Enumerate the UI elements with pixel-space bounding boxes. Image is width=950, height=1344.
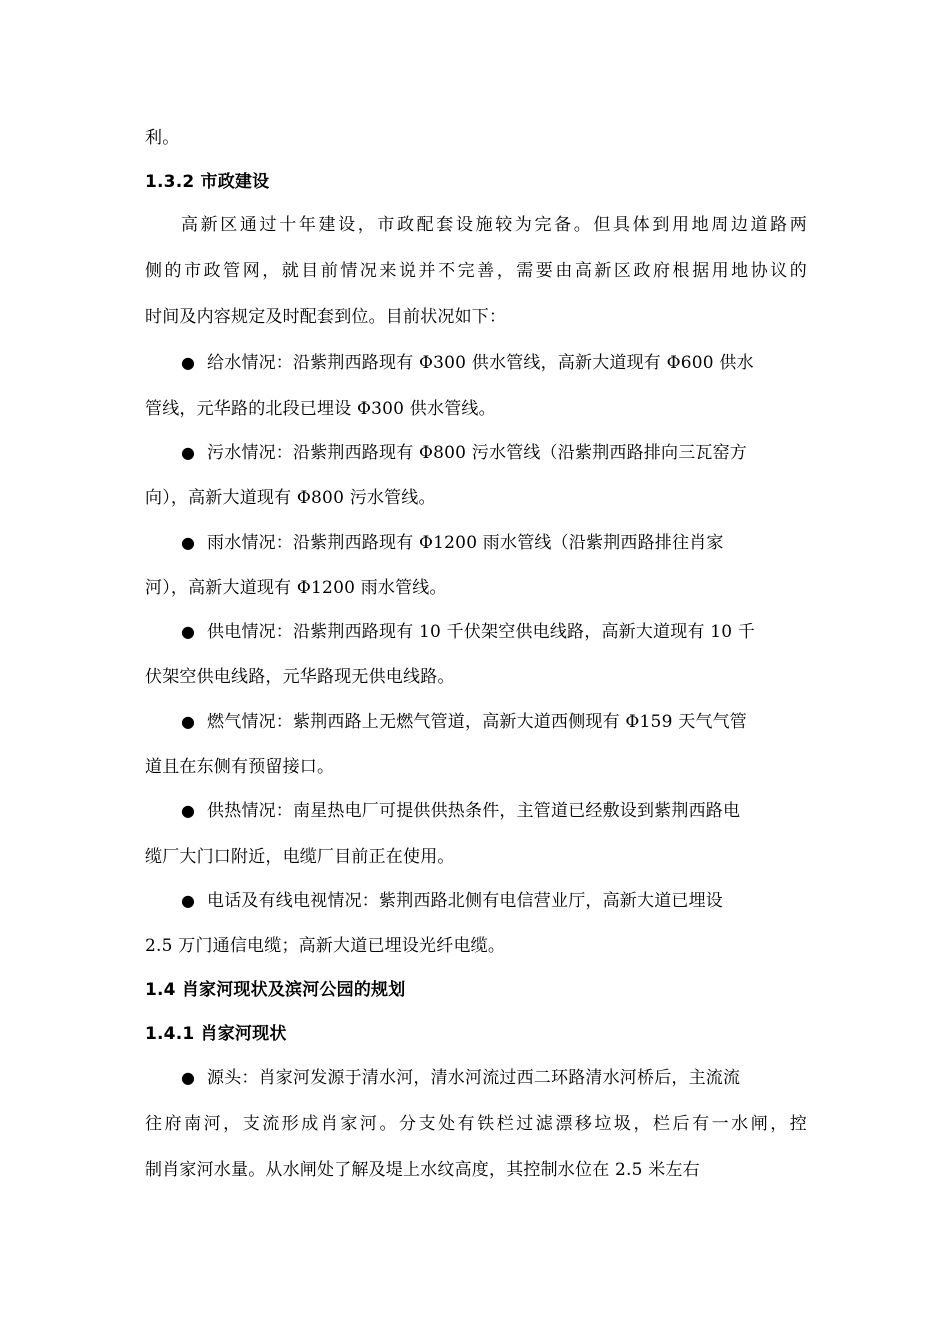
bullet-continuation: 往府南河，支流形成肖家河。分支处有铁栏过滤漂移垃圾，栏后有一水闸，控 bbox=[145, 1114, 807, 1134]
paragraph-line: 时间及内容规定及时配套到位。目前状况如下： bbox=[145, 307, 507, 327]
paragraph-line: 侧的市政管网，就目前情况来说并不完善，需要由高新区政府根据用地协议的 bbox=[145, 261, 807, 281]
bullet-icon: ● bbox=[181, 801, 196, 820]
bullet-item-water-supply bbox=[181, 351, 754, 375]
bullet-icon: ● bbox=[181, 712, 196, 731]
bullet-continuation: 向），高新大道现有 Φ800 污水管线。 bbox=[145, 488, 436, 508]
bullet-text: 雨水情况：沿紫荆西路现有 Φ1200 雨水管线（沿紫荆西路排往肖家 bbox=[207, 533, 724, 553]
bullet-icon: ● bbox=[181, 353, 196, 372]
bullet-item-telecom bbox=[181, 889, 723, 913]
bullet-text: 供电情况：沿紫荆西路现有 10 千伏架空供电线路，高新大道现有 10 千 bbox=[207, 622, 756, 642]
bullet-text: 源头：肖家河发源于清水河，清水河流过西二环路清水河桥后，主流流 bbox=[207, 1068, 741, 1088]
bullet-text: 电话及有线电视情况：紫荆西路北侧有电信营业厅，高新大道已埋设 bbox=[207, 891, 723, 911]
bullet-item-heating bbox=[181, 799, 740, 823]
bullet-text: 供热情况：南星热电厂可提供供热条件，主管道已经敷设到紫荆西路电 bbox=[207, 801, 741, 821]
bullet-continuation: 2.5 万门通信电缆；高新大道已埋设光纤电缆。 bbox=[145, 936, 506, 956]
bullet-continuation: 管线，元华路的北段已埋设 Φ300 供水管线。 bbox=[145, 399, 496, 419]
bullet-item-gas bbox=[181, 710, 747, 734]
bullet-continuation: 缆厂大门口附近，电缆厂目前正在使用。 bbox=[145, 847, 455, 867]
section-heading-1-4: 1.4 肖家河现状及滨河公园的规划 bbox=[145, 980, 406, 1000]
bullet-continuation: 河），高新大道现有 Φ1200 雨水管线。 bbox=[145, 578, 447, 598]
bullet-icon: ● bbox=[181, 443, 196, 462]
bullet-item-rainwater bbox=[181, 531, 724, 555]
paragraph-line: 高新区通过十年建设，市政配套设施较为完备。但具体到用地周边道路两 bbox=[181, 215, 807, 235]
bullet-icon: ● bbox=[181, 622, 196, 641]
bullet-item-power bbox=[181, 620, 755, 644]
bullet-item-source bbox=[181, 1066, 740, 1090]
bullet-text: 污水情况：沿紫荆西路现有 Φ800 污水管线（沿紫荆西路排向三瓦窑方 bbox=[207, 443, 747, 463]
section-heading-1-3-2: 1.3.2 市政建设 bbox=[145, 172, 270, 192]
text-line: 利。 bbox=[145, 128, 180, 148]
bullet-icon: ● bbox=[181, 533, 196, 552]
bullet-text: 给水情况：沿紫荆西路现有 Φ300 供水管线，高新大道现有 Φ600 供水 bbox=[207, 353, 754, 373]
bullet-icon: ● bbox=[181, 1068, 196, 1087]
bullet-icon: ● bbox=[181, 891, 196, 910]
bullet-continuation: 道且在东侧有预留接口。 bbox=[145, 757, 335, 777]
bullet-continuation: 伏架空供电线路，元华路现无供电线路。 bbox=[145, 667, 455, 687]
section-heading-1-4-1: 1.4.1 肖家河现状 bbox=[145, 1024, 287, 1044]
bullet-item-sewage bbox=[181, 441, 747, 465]
bullet-continuation: 制肖家河水量。从水闸处了解及堤上水纹高度，其控制水位在 2.5 米左右 bbox=[145, 1160, 700, 1180]
bullet-text: 燃气情况：紫荆西路上无燃气管道，高新大道西侧现有 Φ159 天气气管 bbox=[207, 712, 747, 732]
